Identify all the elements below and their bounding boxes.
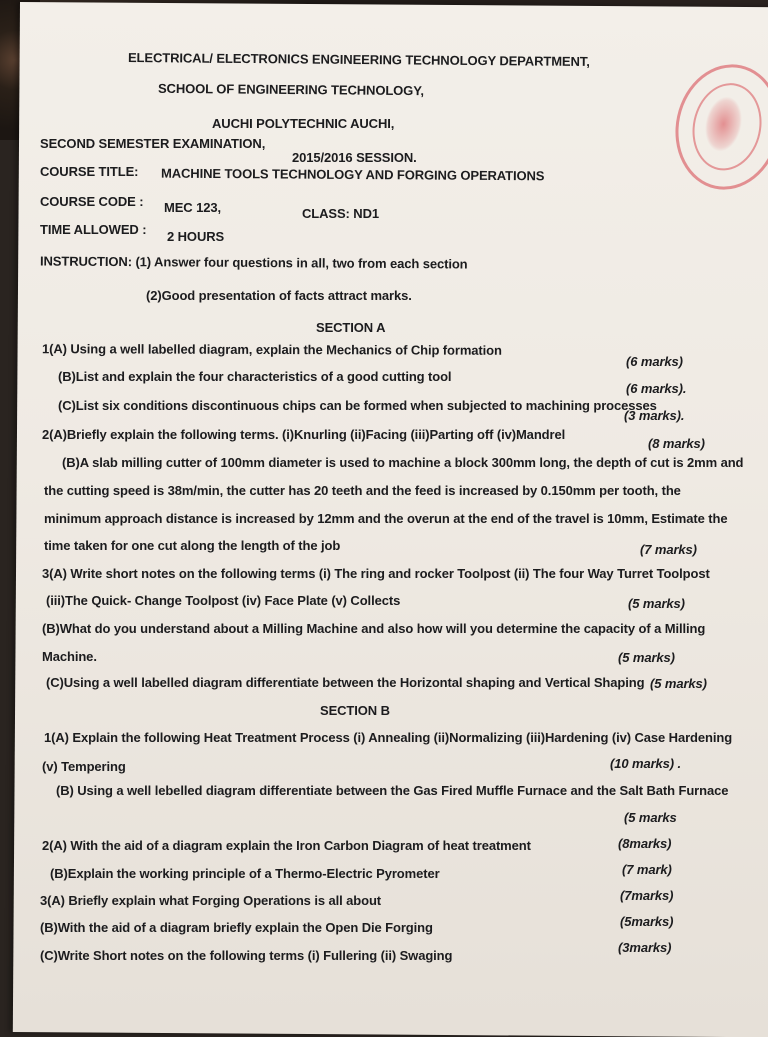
- section-a-q1c-marks: (3 marks).: [624, 408, 685, 423]
- department-heading: ELECTRICAL/ ELECTRONICS ENGINEERING TECHNOLOGY DEPARTMENT,: [127, 49, 590, 70]
- course-code: MEC 123,: [164, 200, 222, 215]
- section-a-title: SECTION A: [316, 320, 386, 335]
- exam-session: 2015/2016 SESSION.: [292, 150, 417, 165]
- section-b-q2b: (B)Explain the working principle of a Thermo-Electric Pyrometer: [50, 866, 440, 881]
- section-b-title: SECTION B: [320, 703, 390, 718]
- section-b-q1b: (B) Using a well lebelled diagram differentiate between the Gas Fired Muffle Furnace and the Salt Bath Furnace: [56, 783, 729, 798]
- time-allowed-label: TIME ALLOWED :: [40, 222, 147, 237]
- section-a-q1a-marks: (6 marks): [626, 354, 683, 369]
- section-b-q3c: (C)Write Short notes on the following terms (i) Fullering (ii) Swaging: [40, 948, 453, 963]
- instruction-2: (2)Good presentation of facts attract marks.: [146, 288, 412, 303]
- institution-heading: AUCHI POLYTECHNIC AUCHI,: [212, 116, 395, 131]
- section-a-q3b-line1: (B)What do you understand about a Milling Machine and also how will you determine the capacity of a Milling: [42, 621, 706, 636]
- time-allowed: 2 HOURS: [167, 229, 225, 244]
- section-a-q2a-marks: (8 marks): [648, 436, 705, 451]
- section-a-q2b-marks: (7 marks): [640, 542, 697, 557]
- section-b-q3b: (B)With the aid of a diagram briefly explain the Open Die Forging: [40, 920, 433, 935]
- section-a-q1b: (B)List and explain the four characteristics of a good cutting tool: [58, 369, 452, 384]
- section-b-q1a-line2: (v) Tempering: [42, 759, 126, 774]
- section-a-q2b-line2: the cutting speed is 38m/min, the cutter has 20 teeth and the feed is increased by 0.150mm per tooth, the: [44, 483, 681, 498]
- section-b-q1a-line1: 1(A) Explain the following Heat Treatment Process (i) Annealing (ii)Normalizing (iii)Hardening (iv) Case Hardening: [44, 730, 733, 745]
- section-a-q2b-line4: time taken for one cut along the length of the job: [44, 538, 341, 553]
- section-a-q1a: 1(A) Using a well labelled diagram, explain the Mechanics of Chip formation: [41, 341, 502, 358]
- section-a-q1b-marks: (6 marks).: [626, 381, 687, 396]
- course-title: MACHINE TOOLS TECHNOLOGY AND FORGING OPERATIONS: [160, 165, 545, 184]
- section-a-q3c: (C)Using a well labelled diagram differentiate between the Horizontal shaping and Vertical Shaping: [46, 675, 645, 690]
- section-b-q3a-marks: (7marks): [620, 888, 674, 903]
- school-heading: SCHOOL OF ENGINEERING TECHNOLOGY,: [157, 80, 424, 99]
- section-a-q2b-line1: (B)A slab milling cutter of 100mm diameter is used to machine a block 300mm long, the depth of cut is 2mm and: [62, 455, 744, 470]
- section-a-q3c-marks: (5 marks): [650, 676, 707, 691]
- section-b-q3b-marks: (5marks): [620, 914, 674, 929]
- section-b-q1b-marks: (5 marks: [624, 810, 677, 825]
- instruction-1: INSTRUCTION: (1) Answer four questions in all, two from each section: [39, 253, 468, 272]
- section-a-q2b-line3: minimum approach distance is increased by 12mm and the overun at the end of the travel is 10mm, Estimate the: [44, 511, 728, 526]
- section-a-q3b-marks: (5 marks): [618, 650, 675, 665]
- section-a-q3a-line1: 3(A) Write short notes on the following terms (i) The ring and rocker Toolpost (ii) The four Way Turret Toolpost: [42, 566, 710, 581]
- section-b-q1a-marks: (10 marks) .: [610, 756, 682, 771]
- section-a-q3a-marks: (5 marks): [628, 596, 685, 611]
- section-a-q3a-line2: (iii)The Quick- Change Toolpost (iv) Face Plate (v) Collects: [46, 593, 401, 608]
- section-b-q2a-marks: (8marks): [618, 836, 672, 851]
- course-title-label: COURSE TITLE:: [40, 164, 139, 179]
- section-a-q3b-line2: Machine.: [42, 649, 97, 664]
- section-b-q3c-marks: (3marks): [618, 940, 672, 955]
- section-b-q2b-marks: (7 mark): [622, 862, 672, 877]
- exam-name: SECOND SEMESTER EXAMINATION,: [40, 136, 266, 151]
- section-a-q1c: (C)List six conditions discontinuous chips can be formed when subjected to machining processes: [58, 398, 657, 413]
- section-b-q2a: 2(A) With the aid of a diagram explain the Iron Carbon Diagram of heat treatment: [42, 838, 531, 853]
- section-b-q3a: 3(A) Briefly explain what Forging Operations is all about: [40, 893, 382, 908]
- course-code-label: COURSE CODE :: [40, 194, 144, 209]
- class-label: CLASS: ND1: [302, 206, 380, 221]
- section-a-q2a: 2(A)Briefly explain the following terms. (i)Knurling (ii)Facing (iii)Parting off (iv)Mandrel: [42, 427, 566, 442]
